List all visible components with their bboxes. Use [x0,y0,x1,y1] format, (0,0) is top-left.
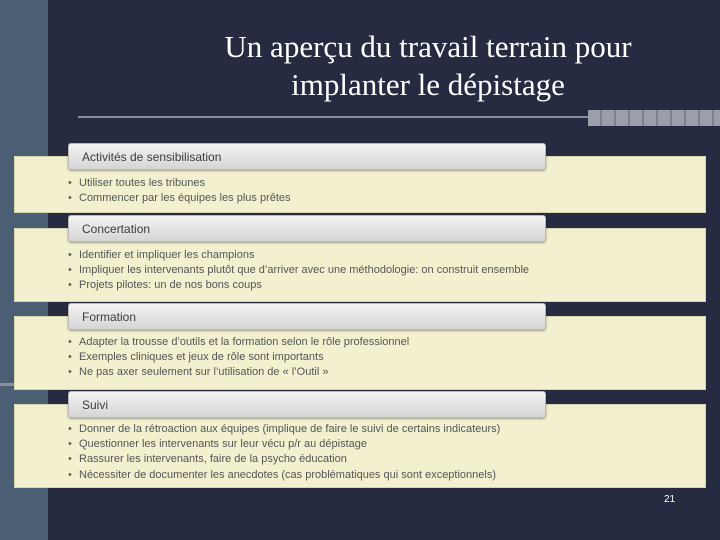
page-number: 21 [664,494,676,505]
list-item: • Questionner les intervenants sur leur vécu p/r au dépistage [68,437,500,452]
list-item: • Donner de la rétroaction aux équipes (implique de faire le suivi de certains indicateurs) [68,422,500,437]
section-header: Concertation [68,215,546,242]
slide-title [148,28,708,104]
section-header: Formation [68,303,546,330]
list-item: • Commencer par les équipes les plus prêtes [68,191,291,206]
slide-title-line-2: implanter le dépistage [291,67,565,102]
section-header: Suivi [68,391,546,418]
list-item: • Exemples cliniques et jeux de rôle sont importants [68,350,409,365]
bullet-list [68,335,409,381]
list-item: • Impliquer les intervenants plutôt que d’arriver avec une méthodologie: on construit ensemble [68,263,529,278]
list-item: • Ne pas axer seulement sur l’utilisation de « l’Outil » [68,365,409,380]
section-header: Activités de sensibilisation [68,143,546,170]
bullet-list [68,422,500,483]
list-item: • Rassurer les intervenants, faire de la psycho éducation [68,452,500,467]
list-item: • Identifier et impliquer les champions [68,248,529,263]
bullet-list [68,176,291,206]
list-item: • Adapter la trousse d’outils et la formation selon le rôle professionnel [68,335,409,350]
slide-title-line-1: Un aperçu du travail terrain pour [224,29,632,64]
list-item: • Utiliser toutes les tribunes [68,176,291,191]
title-divider [78,116,588,118]
bullet-list [68,248,529,294]
list-item: • Projets pilotes: un de nos bons coups [68,278,529,293]
list-item: • Nécessiter de documenter les anecdotes (cas problématiques qui sont exceptionnels) [68,468,500,483]
title-decorative-bar [588,110,720,126]
